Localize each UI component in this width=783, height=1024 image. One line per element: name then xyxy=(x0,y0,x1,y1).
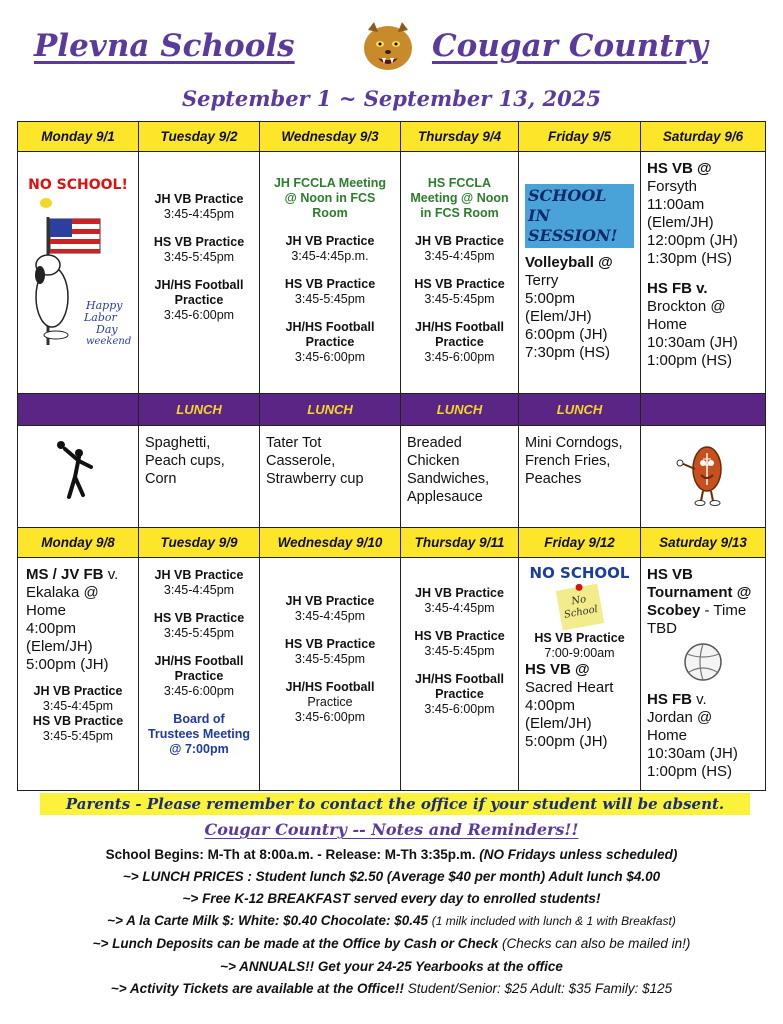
cell-fri-9-12 xyxy=(519,558,641,791)
event-time: 1:00pm (HS) xyxy=(647,352,733,369)
event-time: 5:00pm (JH) xyxy=(26,656,109,673)
sticky-note-text: School xyxy=(562,604,599,621)
event-title: HS VB @ xyxy=(647,160,712,177)
lunch-header: LUNCH xyxy=(519,394,641,426)
sign-weekend: weekend xyxy=(85,336,131,347)
event-title: HS VB Practice xyxy=(153,235,245,249)
annuals-text: ~> ANNUALS!! Get your 24-25 Yearbooks at the office xyxy=(220,959,563,974)
event-time: 3:45-4:45pm xyxy=(163,207,235,221)
note-breakfast xyxy=(0,890,783,908)
event-title: HS VB Practice xyxy=(153,611,245,625)
lunch-item: Peach cups, xyxy=(145,453,225,469)
event-title: HS FB v. xyxy=(647,280,708,297)
event-title: HS VB Practice xyxy=(32,714,124,728)
lunch-menu-row xyxy=(18,426,766,528)
football-character-icon xyxy=(673,441,733,507)
sign-day: Day xyxy=(95,323,118,336)
note-deposits xyxy=(0,935,783,953)
note-milk xyxy=(0,912,783,930)
note-annuals xyxy=(0,958,783,976)
lunch-tue xyxy=(139,426,260,528)
lunch-header: LUNCH xyxy=(401,394,519,426)
fccla-meeting: Room xyxy=(312,206,348,220)
event-title: HS FB xyxy=(647,691,692,708)
lunch-header: LUNCH xyxy=(139,394,260,426)
event-title: JH/HS Football xyxy=(285,680,375,694)
event-time: 7:30pm (HS) xyxy=(525,344,611,361)
no-school-label: NO SCHOOL xyxy=(529,564,630,582)
event-title: JH VB Practice xyxy=(415,586,504,600)
event-time: 3:45-5:45pm xyxy=(294,652,366,666)
event-location: Home xyxy=(647,727,688,744)
event-time: 12:00pm (JH) xyxy=(647,232,738,249)
day-header: Saturday 9/6 xyxy=(641,122,766,152)
notes-title: Cougar Country -- Notes and Reminders!! xyxy=(204,820,579,839)
event-location: Terry xyxy=(525,272,559,289)
deposits-note-text: (Checks can also be mailed in!) xyxy=(502,936,691,951)
event-time: 3:45-4:45pm xyxy=(424,249,495,263)
board-meeting: @ 7:00pm xyxy=(169,742,229,756)
event-location: Home xyxy=(647,316,688,333)
lunch-header: LUNCH xyxy=(260,394,401,426)
event-time: 6:00pm (JH) xyxy=(525,326,608,343)
note-lunch-prices xyxy=(0,868,783,886)
school-begins-text: School Begins: M-Th at 8:00a.m. - Release: M-Th 3:35p.m. xyxy=(105,847,476,862)
lunch-header-empty xyxy=(18,394,139,426)
lunch-item: French Fries, xyxy=(525,453,611,469)
fccla-meeting: Meeting @ Noon xyxy=(410,191,509,205)
event-time: 4:00pm xyxy=(26,620,77,637)
event-title: Practice xyxy=(307,695,353,709)
milk-note-text: (1 milk included with lunch & 1 with Breakfast) xyxy=(431,914,676,928)
session-line: SCHOOL IN xyxy=(528,186,607,225)
event-time: 3:45-4:45pm xyxy=(42,699,114,713)
lunch-item: Mini Corndogs, xyxy=(525,435,623,451)
header xyxy=(0,18,783,78)
deposits-text: ~> Lunch Deposits can be made at the Office by Cash or Check xyxy=(92,936,499,951)
tickets-text: ~> Activity Tickets are available at the Office!! xyxy=(110,981,404,996)
event-time: 4:00pm xyxy=(525,697,576,714)
event-title: HS VB Practice xyxy=(534,631,625,645)
event-location: Home xyxy=(26,602,67,619)
lunch-item: Applesauce xyxy=(407,489,483,505)
event-title: JH VB Practice xyxy=(154,192,244,206)
event-time: 10:30am (JH) xyxy=(647,334,738,351)
cougar-mascot-icon xyxy=(358,20,418,76)
event-time: 11:00am xyxy=(647,196,705,213)
lunch-item: Breaded xyxy=(407,435,462,451)
event-time: (Elem/JH) xyxy=(525,715,592,732)
cell-wed-9-10 xyxy=(260,558,401,791)
week2-events-row xyxy=(18,558,766,791)
event-title: HS VB xyxy=(647,566,693,583)
calendar-table xyxy=(17,121,766,791)
event-time: 3:45-5:45pm xyxy=(424,292,495,306)
volleyball-player-cell xyxy=(18,426,139,528)
lunch-item: Sandwiches, xyxy=(407,471,490,487)
lunch-header-row xyxy=(18,394,766,426)
day-header: Tuesday 9/2 xyxy=(139,122,260,152)
cell-thu-9-11 xyxy=(401,558,519,791)
lunch-item: Peaches xyxy=(525,471,582,487)
absence-notice: Parents - Please remember to contact the office if your student will be absent. xyxy=(40,793,750,815)
cell-sat-9-13 xyxy=(641,558,766,791)
event-title: JH VB Practice xyxy=(285,234,375,248)
event-location: Scobey xyxy=(647,602,701,619)
event-title: Practice xyxy=(435,335,484,349)
event-title: Practice xyxy=(174,293,224,307)
week1-day-header-row xyxy=(18,122,766,152)
event-title: JH/HS Football xyxy=(285,320,375,334)
event-title: Practice xyxy=(435,687,484,701)
event-time: 3:45-6:00pm xyxy=(424,350,495,364)
note-school-begins xyxy=(0,846,783,864)
cell-thu-9-4 xyxy=(401,152,519,394)
event-title: JH VB Practice xyxy=(285,594,375,608)
cell-fri-9-5 xyxy=(519,152,641,394)
week2-day-header-row xyxy=(18,528,766,558)
cell-wed-9-3 xyxy=(260,152,401,394)
lunch-prices-text: ~> LUNCH PRICES : Student lunch $2.50 (Average $40 per month) Adult lunch $4.00 xyxy=(122,869,661,884)
no-school-label: NO SCHOOL! xyxy=(28,177,128,193)
event-location: Sacred Heart xyxy=(525,679,614,696)
event-time: TBD xyxy=(647,620,677,637)
event-title: JH/HS Football xyxy=(415,672,504,686)
sticky-note-icon xyxy=(555,584,603,631)
fccla-meeting: in FCS Room xyxy=(420,206,499,220)
event-time: (Elem/JH) xyxy=(647,214,714,231)
breakfast-text: ~> Free K-12 BREAKFAST served every day to enrolled students! xyxy=(182,891,601,906)
event-time: 10:30am (JH) xyxy=(647,745,738,762)
fccla-meeting: JH FCCLA Meeting xyxy=(273,176,387,190)
lunch-wed xyxy=(260,426,401,528)
event-versus: v. xyxy=(107,566,119,583)
event-time: - Time xyxy=(704,602,747,619)
day-header: Thursday 9/11 xyxy=(401,528,519,558)
day-header: Tuesday 9/9 xyxy=(139,528,260,558)
cell-tue-9-2 xyxy=(139,152,260,394)
sign-happy: Happy xyxy=(85,299,122,312)
cell-mon-9-8 xyxy=(18,558,139,791)
event-time: 1:30pm (HS) xyxy=(647,250,733,267)
volleyball-icon xyxy=(683,642,723,682)
day-header: Wednesday 9/3 xyxy=(260,122,401,152)
board-meeting: Board of xyxy=(173,712,225,726)
day-header: Saturday 9/13 xyxy=(641,528,766,558)
event-location: Ekalaka @ xyxy=(26,584,99,601)
week1-events-row xyxy=(18,152,766,394)
event-time: (Elem/JH) xyxy=(525,308,592,325)
event-title: MS / JV FB xyxy=(26,566,104,583)
event-title: HS VB @ xyxy=(525,661,590,678)
event-title: JH VB Practice xyxy=(415,234,504,248)
event-title: HS VB Practice xyxy=(284,277,376,291)
lunch-item: Casserole, xyxy=(266,453,336,469)
day-header: Monday 9/8 xyxy=(18,528,139,558)
event-title: JH/HS Football xyxy=(154,278,244,292)
title-cougar-country: Cougar Country xyxy=(432,28,708,64)
event-time: 3:45-5:45pm xyxy=(163,626,235,640)
event-time: 3:45-5:45pm xyxy=(42,729,114,743)
lunch-item: Tater Tot xyxy=(266,435,322,451)
lunch-header-empty xyxy=(641,394,766,426)
session-line: SESSION! xyxy=(528,226,618,245)
day-header: Friday 9/12 xyxy=(519,528,641,558)
lunch-item: Strawberry cup xyxy=(266,471,364,487)
event-time: 3:45-6:00pm xyxy=(163,308,235,322)
event-title: Practice xyxy=(174,669,224,683)
event-title: JH VB Practice xyxy=(33,684,123,698)
event-location: Jordan @ xyxy=(647,709,713,726)
event-time: 3:45-6:00pm xyxy=(294,710,366,724)
cell-mon-9-1 xyxy=(18,152,139,394)
day-header: Thursday 9/4 xyxy=(401,122,519,152)
event-time: 3:45-6:00pm xyxy=(163,684,235,698)
event-time: 5:00pm xyxy=(525,290,576,307)
event-time: 3:45-4:45pm xyxy=(294,609,366,623)
lunch-item: Corn xyxy=(145,471,177,487)
date-range: September 1 ~ September 13, 2025 xyxy=(182,86,601,111)
event-time: 5:00pm (JH) xyxy=(525,733,608,750)
event-time: 3:45-5:45pm xyxy=(294,292,366,306)
event-title: JH VB Practice xyxy=(154,568,244,582)
event-time: 3:45-4:45pm xyxy=(163,583,235,597)
fccla-meeting: HS FCCLA xyxy=(427,176,492,190)
board-meeting: Trustees Meeting xyxy=(147,727,251,741)
event-title: JH/HS Football xyxy=(415,320,504,334)
sign-labor: Labor xyxy=(83,311,117,324)
event-title: Volleyball @ xyxy=(525,254,613,271)
event-versus: v. xyxy=(696,691,707,708)
event-title: JH/HS Football xyxy=(154,654,244,668)
snoopy-flag-icon xyxy=(26,197,131,347)
lunch-fri xyxy=(519,426,641,528)
event-time: 3:45-5:45pm xyxy=(163,250,235,264)
event-time: 3:45-4:45p.m. xyxy=(291,249,369,263)
event-title: HS VB Practice xyxy=(414,629,505,643)
event-title: Practice xyxy=(305,335,355,349)
no-fridays-text: (NO Fridays unless scheduled) xyxy=(479,847,678,862)
lunch-item: Spaghetti, xyxy=(145,435,211,451)
football-mascot-cell xyxy=(641,426,766,528)
event-time: 7:00-9:00am xyxy=(544,646,615,660)
lunch-item: Chicken xyxy=(407,453,460,469)
event-time: 1:00pm (HS) xyxy=(647,763,733,780)
pushpin-icon xyxy=(575,583,583,591)
note-activity-tickets xyxy=(0,980,783,998)
event-time: (Elem/JH) xyxy=(26,638,93,655)
event-location: Forsyth xyxy=(647,178,698,195)
day-header: Wednesday 9/10 xyxy=(260,528,401,558)
event-title: HS VB Practice xyxy=(414,277,505,291)
tickets-prices-text: Student/Senior: $25 Adult: $35 Family: $125 xyxy=(407,981,673,996)
event-time: 3:45-6:00pm xyxy=(294,350,366,364)
school-in-session-badge xyxy=(525,184,634,248)
lunch-thu xyxy=(401,426,519,528)
event-location: Brockton @ xyxy=(647,298,726,315)
sticky-note-text: No xyxy=(570,593,587,608)
event-time: 3:45-6:00pm xyxy=(424,702,495,716)
title-plevna-schools: Plevna Schools xyxy=(34,28,295,64)
cell-tue-9-9 xyxy=(139,558,260,791)
milk-text: ~> A la Carte Milk $: White: $0.40 Chocolate: $0.45 xyxy=(107,913,428,928)
day-header: Monday 9/1 xyxy=(18,122,139,152)
cell-sat-9-6 xyxy=(641,152,766,394)
event-time: 3:45-4:45pm xyxy=(424,601,495,615)
volleyball-player-icon xyxy=(53,439,103,509)
event-title: Tournament @ xyxy=(647,584,752,601)
day-header: Friday 9/5 xyxy=(519,122,641,152)
event-title: HS VB Practice xyxy=(284,637,376,651)
event-time: 3:45-5:45pm xyxy=(424,644,495,658)
fccla-meeting: @ Noon in FCS xyxy=(284,191,376,205)
